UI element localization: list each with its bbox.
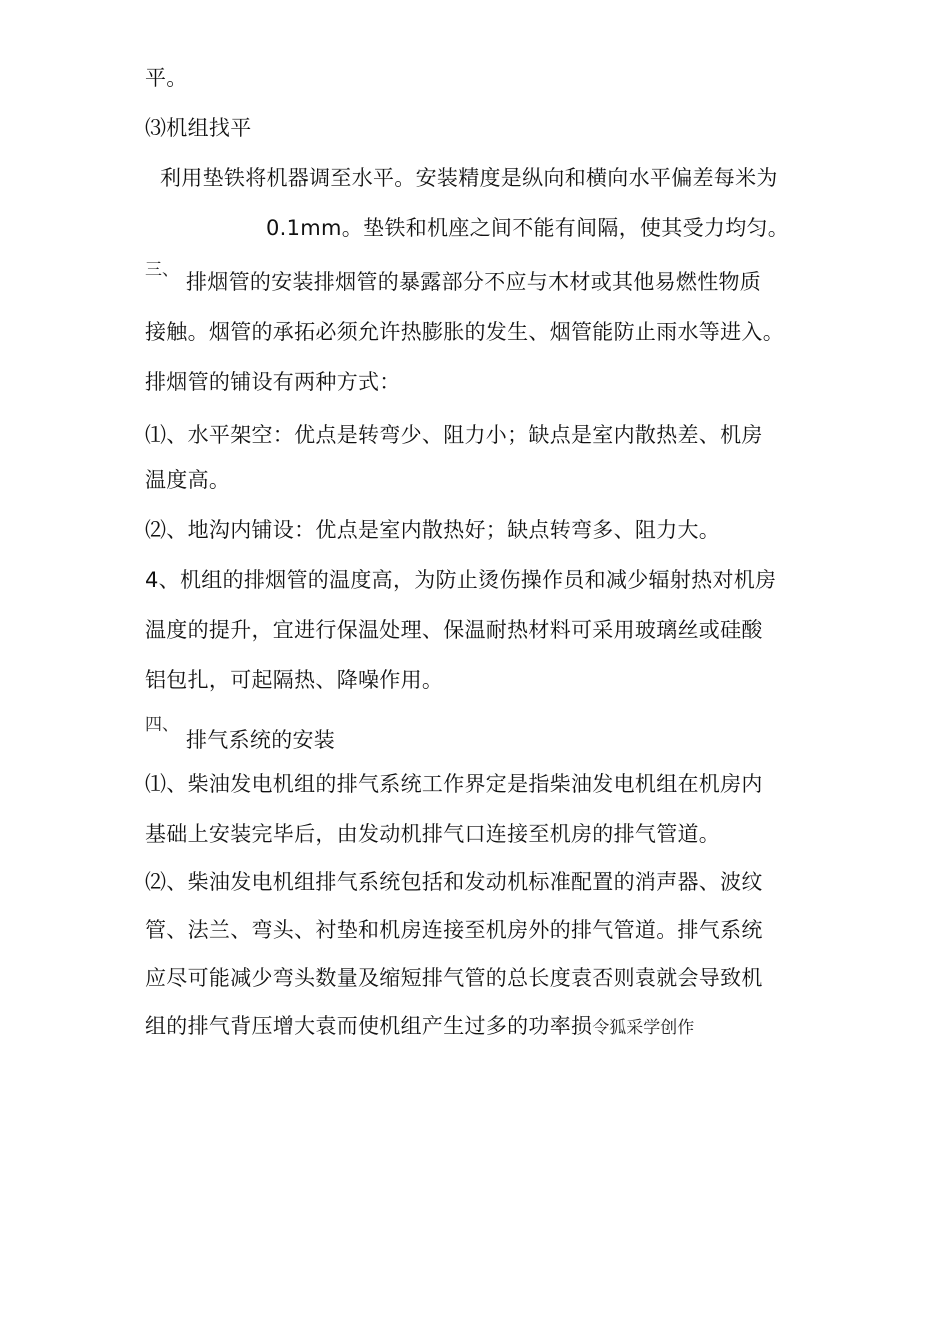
text-line-1: 平。 [145,66,188,90]
text-line-3: 利用垫铁将机器调至水平。安装精度是纵向和横向水平偏差每米为 [160,166,778,190]
section-marker-four: 四、 [145,715,179,735]
author-signature: 令狐采学创作 [592,1018,695,1038]
text-line-5: 排烟管的安装排烟管的暴露部分不应与木材或其他易燃性物质 [186,270,762,294]
text-line-20 [145,1012,694,1042]
text-line-11: 4、机组的排烟管的温度高，为防止烫伤操作员和减少辐射热对机房 [145,568,777,592]
text-line-20-body: 组的排气背压增大袁而使机组产生过多的功率损 [145,1014,593,1038]
text-line-7: 排烟管的铺设有两种方式： [145,370,401,394]
heading-exhaust-system: 排气系统的安装 [186,728,336,752]
text-line-15: ⑴、柴油发电机组的排气系统工作界定是指柴油发电机组在机房内 [145,772,763,796]
text-line-9: 温度高。 [145,468,231,492]
text-line-19: 应尽可能减少弯头数量及缩短排气管的总长度袁否则袁就会导致机 [145,966,763,990]
text-line-12: 温度的提升，宜进行保温处理、保温耐热材料可采用玻璃丝或硅酸 [145,618,763,642]
text-line-13: 铝包扎，可起隔热、降噪作用。 [145,668,444,692]
text-line-10: ⑵、地沟内铺设：优点是室内散热好；缺点转弯多、阻力大。 [145,518,721,542]
text-line-4: 0.1mm。垫铁和机座之间不能有间隔，使其受力均匀。 [266,216,790,240]
text-line-17: ⑵、柴油发电机组排气系统包括和发动机标准配置的消声器、波纹 [145,870,763,894]
text-line-18: 管、法兰、弯头、衬垫和机房连接至机房外的排气管道。排气系统 [145,918,763,942]
text-line-8: ⑴、水平架空：优点是转弯少、阻力小；缺点是室内散热差、机房 [145,423,763,447]
section-marker-three: 三、 [145,260,179,280]
text-line-6: 接触。烟管的承拓必须允许热膨胀的发生、烟管能防止雨水等进入。 [145,320,784,344]
heading-leveling: ⑶机组找平 [145,116,252,140]
text-line-16: 基础上安装完毕后，由发动机排气口连接至机房的排气管道。 [145,822,721,846]
